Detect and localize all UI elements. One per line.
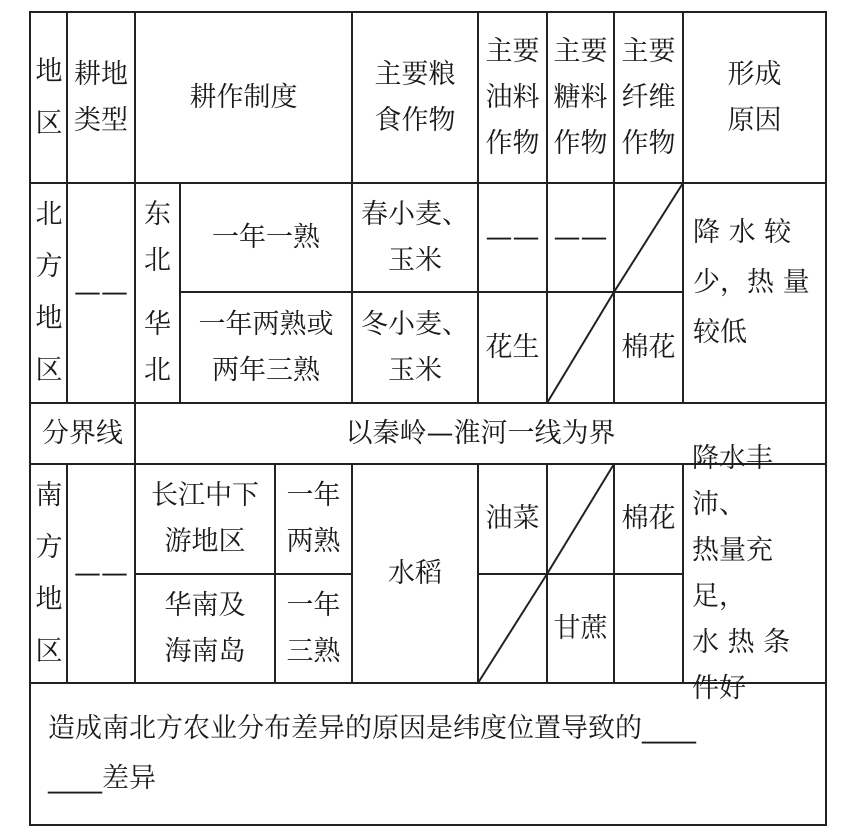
empty-cell-slash (547, 464, 614, 574)
south-south-china-sugar: 甘蔗 (553, 612, 608, 644)
header-sugar-crops: 主要 糖料 作物 (553, 35, 608, 159)
south-region-label: 南 方 地 区 (35, 479, 63, 667)
north-land-type: —— (74, 277, 128, 308)
north-north-china-fiber: 棉花 (621, 331, 676, 363)
header-fiber-crops: 主要 纤维 作物 (621, 35, 676, 159)
south-reason: 降水丰沛、 热量充足， 水 热 条 件好 (692, 443, 791, 704)
north-region-label: 北 方 地 区 (35, 199, 63, 386)
header-reason: 形成 原因 (727, 58, 782, 136)
empty-cell-slash (547, 292, 614, 403)
divider-label: 分界线 (42, 417, 123, 449)
north-northeast-system: 一年一熟 (212, 221, 320, 253)
south-yangtze-fiber: 棉花 (621, 503, 676, 534)
divider-text: 以秦岭—淮河一线为界 (345, 417, 616, 449)
header-grain-crops: 主要粮 食作物 (374, 58, 456, 136)
empty-cell-slash (478, 574, 547, 683)
north-north-china-oil: 花生 (485, 331, 540, 363)
north-sub-northeast: 东 北 (144, 198, 171, 276)
south-yangtze-oil: 油菜 (485, 503, 540, 534)
north-northeast-oil: —— (485, 221, 540, 253)
north-north-china-grain: 冬小麦、 玉米 (361, 308, 469, 386)
north-sub-north-china: 华 北 (144, 308, 171, 386)
south-sub-yangtze: 长江中下 游地区 (151, 480, 259, 557)
header-farming-system: 耕作制度 (189, 81, 298, 113)
south-grain: 水稻 (388, 557, 442, 589)
south-south-china-system: 一年 三熟 (286, 589, 341, 667)
north-northeast-grain: 春小麦、 玉米 (361, 198, 469, 276)
fill-in-question: 造成南北方农业分布差异的原因是纬度位置导致的____ ____差异 (48, 713, 696, 794)
empty-cell-slash (614, 183, 683, 292)
header-oil-crops: 主要 油料 作物 (485, 35, 540, 159)
header-region: 地 区 (35, 55, 63, 139)
south-land-type: —— (74, 557, 128, 589)
header-land-type: 耕地 类型 (74, 58, 128, 136)
south-yangtze-system: 一年 两熟 (286, 480, 341, 557)
north-reason: 降 水 较 少，热 量 较低 (693, 217, 810, 348)
north-northeast-sugar: —— (553, 221, 608, 253)
south-sub-south-china: 华南及 海南岛 (164, 589, 246, 667)
north-north-china-system: 一年两熟或 两年三熟 (198, 308, 334, 386)
